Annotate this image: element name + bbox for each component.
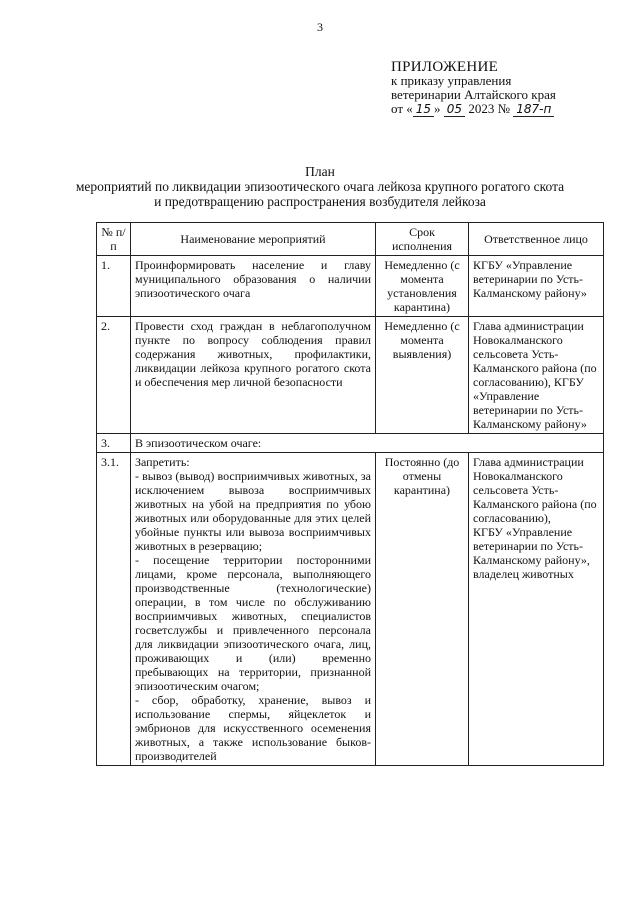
table-row [97, 317, 604, 434]
header-name: Наименование мероприятий [131, 223, 376, 256]
row-name: Провести сход граждан в неблагополучном пункте по вопросу соблюдения правил содержания животных, профилактики, ликвидации лейкоза крупного рогатого скота и обеспечения мер личной безопасности [131, 317, 376, 434]
table-row [97, 256, 604, 317]
document-title [0, 164, 640, 209]
resp-line: Глава администрации Новокалманского сельсовета Усть-Калманского района (по согласованию), [473, 455, 597, 525]
title-line-3: и предотвращению распространения возбудителя лейкоза [154, 194, 486, 209]
measure-line: Запретить: [135, 455, 190, 469]
row-resp [469, 453, 604, 766]
appendix-block [391, 60, 556, 116]
measure-line: - вывоз (вывод) восприимчивых животных, за исключением вывоза восприимчивых животных на убой на предприятия по убою животных или оборудованные для этих целей убойные пункты или вывоза восприимчивых животных в резервацию; [135, 469, 371, 553]
appendix-heading: ПРИЛОЖЕНИЕ [391, 59, 499, 75]
table-row [97, 453, 604, 766]
row-term: Немедленно (с момента выявления) [376, 317, 469, 434]
date-month: 05 [444, 102, 465, 117]
row-num: 3. [97, 434, 131, 453]
date-mid: » [434, 101, 441, 116]
row-resp: КГБУ «Управление ветеринарии по Усть-Калманскому району» [469, 256, 604, 317]
year-prefix: 2023 № [468, 101, 510, 116]
appendix-date-line [391, 102, 556, 116]
row-resp: Глава администрации Новокалманского сельсовета Усть-Калманского района (по согласованию), КГБУ «Управление ветеринарии по Усть-Калманскому району» [469, 317, 604, 434]
header-resp: Ответственное лицо [469, 223, 604, 256]
page-number: 3 [317, 20, 323, 34]
row-term: Постоянно (до отмены карантина) [376, 453, 469, 766]
measure-line: - посещение территории посторонними лицами, кроме персонала, выполняющего производственные (технологические) операции, в том числе по обслуживанию восприимчивых животных, специалистов госветслужбы и привлеченного персонала для ликвидации эпизоотического очага, лиц, проживающих и (или) временно пребывающих на территории, признанной эпизоотическим очагом; [135, 553, 371, 693]
row-num: 3.1. [97, 453, 131, 766]
title-line-1: План [305, 164, 335, 179]
resp-line: владелец животных [473, 567, 574, 581]
table-header-row [97, 223, 604, 256]
header-num: № п/п [97, 223, 131, 256]
row-num: 2. [97, 317, 131, 434]
table-row [97, 434, 604, 453]
date-prefix: от « [391, 101, 413, 116]
plan-table [96, 222, 604, 766]
order-number: 187-п [513, 102, 554, 117]
section-heading: В эпизоотическом очаге: [131, 434, 604, 453]
appendix-line-1: к приказу управления [391, 73, 512, 88]
measure-line: - сбор, обработку, хранение, вывоз и использование спермы, яйцеклеток и эмбрионов для искусственного осеменения животных, а также использование быков-производителей [135, 693, 371, 763]
date-day: 15 [413, 102, 434, 117]
resp-line: КГБУ «Управление ветеринарии по Усть-Калманскому району», [473, 525, 590, 567]
header-term: Срок исполнения [376, 223, 469, 256]
row-term: Немедленно (с момента установления карантина) [376, 256, 469, 317]
title-line-2: мероприятий по ликвидации эпизоотического очага лейкоза крупного рогатого скота [75, 179, 565, 194]
row-name: Проинформировать население и главу муниципального образования о наличии эпизоотического очага [131, 256, 376, 317]
appendix-line-2: ветеринарии Алтайского края [391, 87, 556, 102]
row-num: 1. [97, 256, 131, 317]
row-name [131, 453, 376, 766]
